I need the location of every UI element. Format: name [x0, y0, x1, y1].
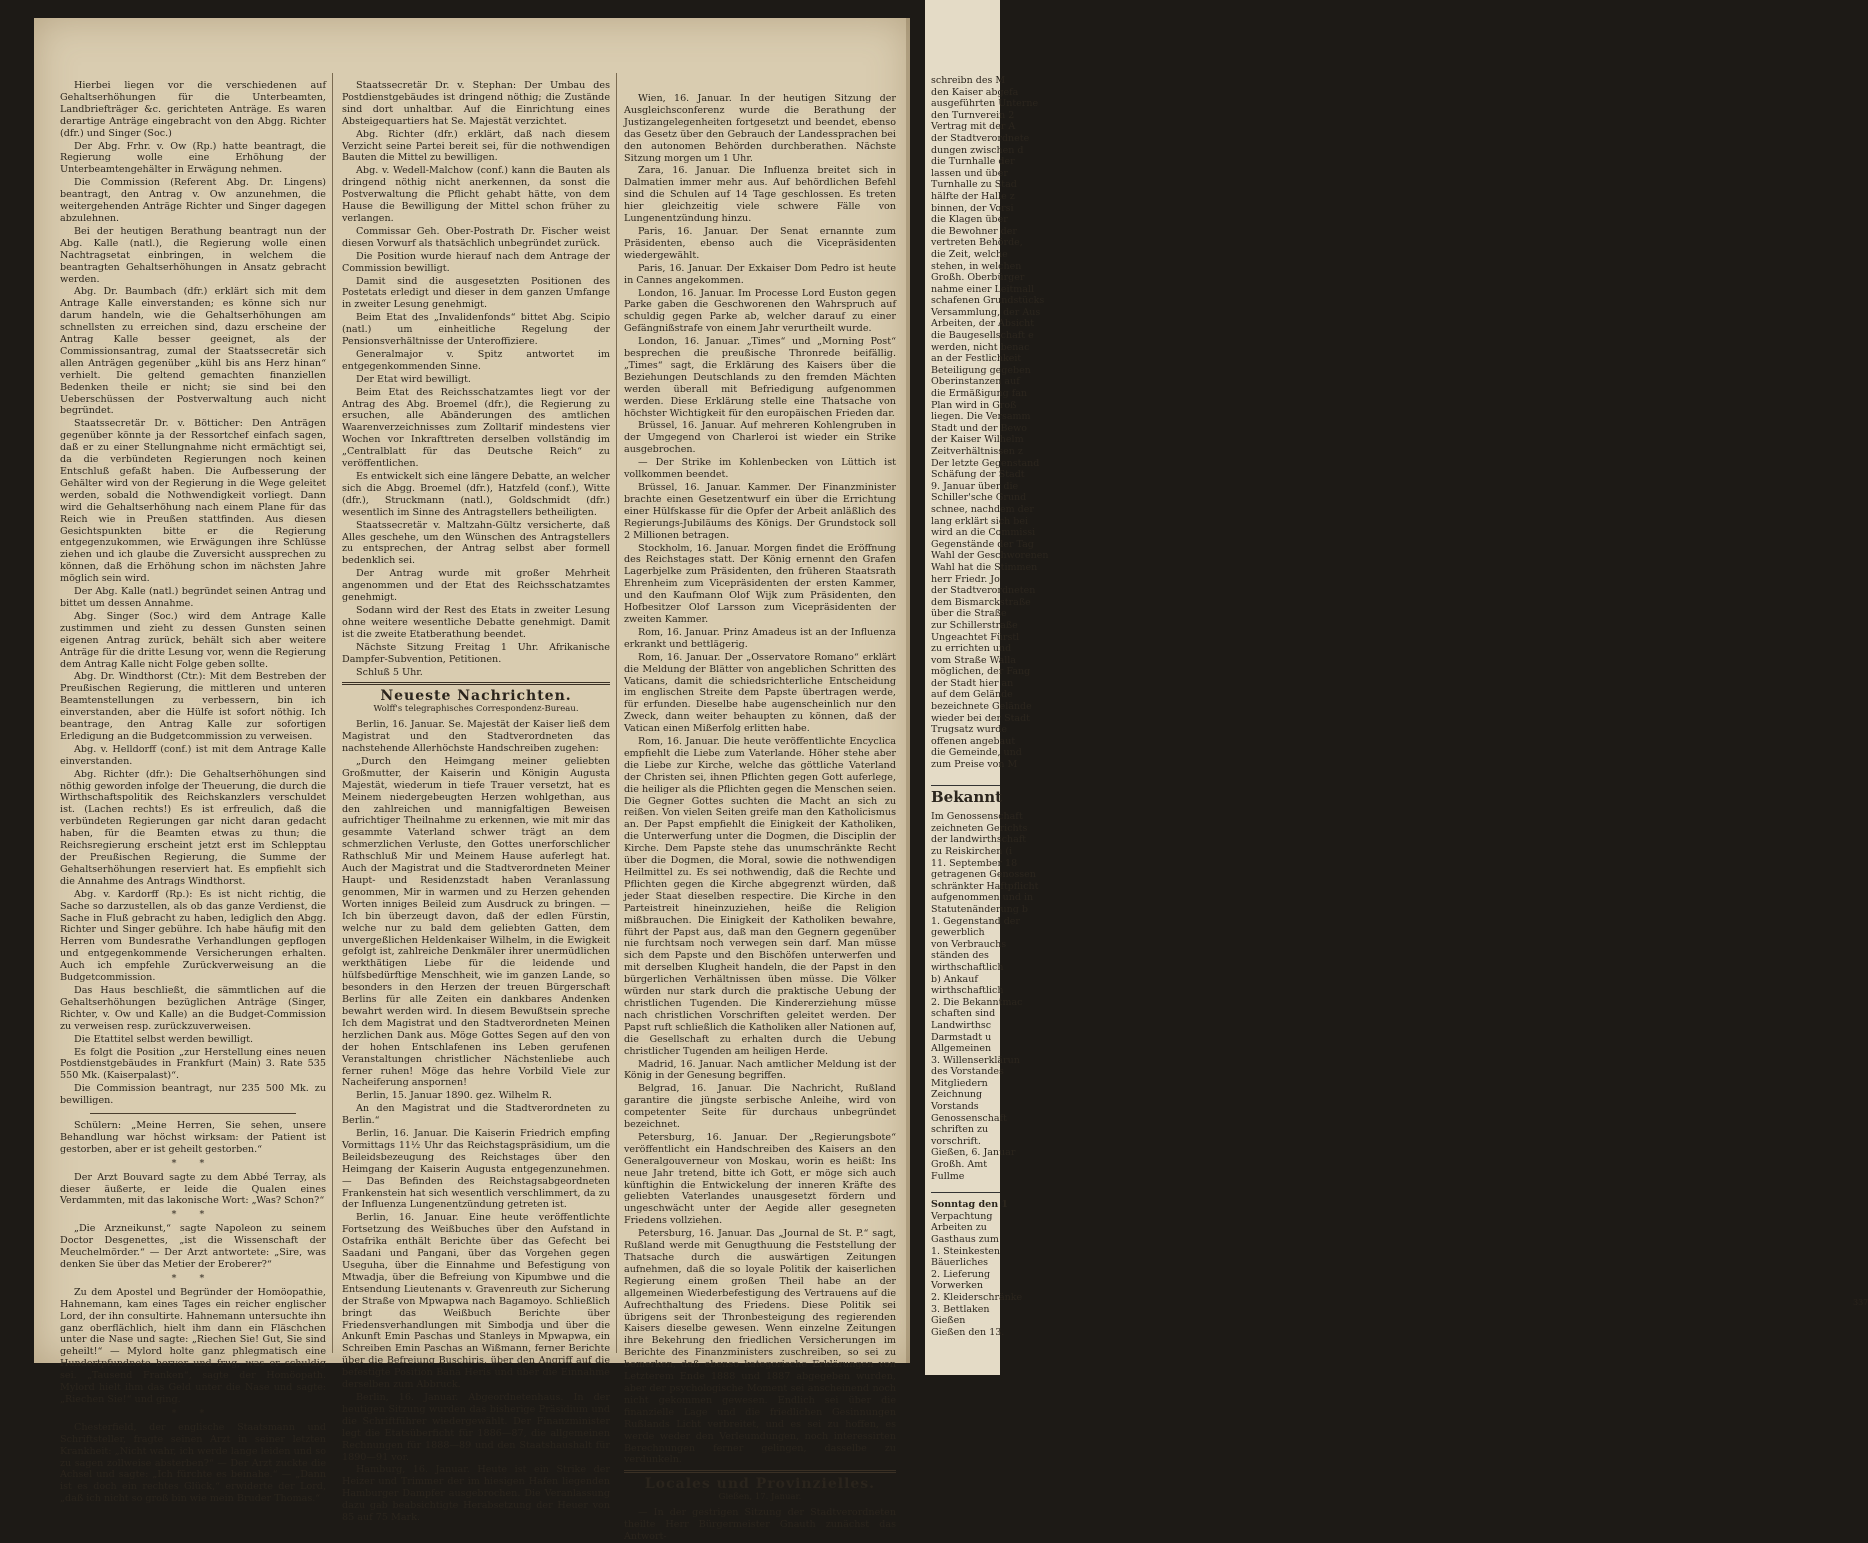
article-paragraph: Beim Etat des „Invalidenfonds“ bittet Abg. Scipio (natl.) um einheitliche Regelung der Pensionsverhältnisse der Unteroffiziere.: [342, 312, 610, 348]
news-item: Rom, 16. Januar. Prinz Amadeus ist an der Influenza erkrankt und bettlägerig.: [624, 626, 896, 650]
adjacent-text-line: b) Ankauf: [931, 973, 978, 985]
adjacent-text-line: die Klagen über: [931, 214, 1008, 226]
feuilleton-paragraph: Zu dem Apostel und Begründer der Homöopathie, Hahnemann, kam eines Tages ein reicher englischer Lord, der ihn consultirte. Hahnemann untersuchte ihn ganz oberflächlich, hielt ihm dann ein Fläschchen unter die Nase und sagte: „Riechen Sie! Gut, Sie sind geheilt!“ — Mylord holte ganz phlegmatisch eine Hundertpfundnote hervor und frug, was er schuldig sei. „Tausend Franken“, sagte der Homöopath. Mylord hielt ihm das Geld unter die Nase und sagte: „Riechen Sie!“ und ging.: [60, 1286, 326, 1405]
adjacent-text-line: Der letzte Gegenstand: [931, 457, 1040, 469]
adjacent-text-line: 11. September 18: [931, 857, 1018, 869]
article-paragraph: Der Etat wird bewilligt.: [356, 373, 471, 385]
adjacent-text-line: vertreten Behörde,: [931, 237, 1023, 249]
news-item: — Der Strike im Kohlenbecken von Lüttich ist vollkommen beendet.: [624, 457, 896, 481]
article-paragraph: Abg. Singer (Soc.) wird dem Antrage Kalle zustimmen und zieht zu dessen Gunsten seinen eigenen Antrag zurück, behält sich aber weitere Anträge für die dritte Lesung vor, wenn die Regierung dem Antrag Kalle nicht Folge geben sollte.: [60, 610, 326, 670]
article-paragraph: Der Antrag wurde mit großer Mehrheit angenommen und der Etat des Reichsschatzamtes genehmigt.: [342, 568, 610, 604]
adjacent-text-line: Arbeiten zu: [931, 1222, 987, 1234]
article-paragraph: Die Position wurde hierauf nach dem Antrage der Commission bewilligt.: [342, 250, 610, 274]
news-item: Brüssel, 16. Januar. Auf mehreren Kohlengruben in der Umgegend von Charleroi ist wieder ein Strike ausgebrochen.: [624, 420, 896, 456]
column-3: [624, 93, 896, 1542]
news-item: Stockholm, 16. Januar. Morgen findet die Eröffnung des Reichstages statt. Der König ernennt den Grafen Lagerbjelke zum Präsidenten, den früheren Staatsrath Ehrenheim zum Vicepräsidenten der ersten Kammer, und den Kaufmann Olof Wijk zum Präsidenten, den Hofbesitzer Olof Larsson zum Vicepräsidenten der zweiten Kammer.: [624, 542, 896, 625]
adjacent-text-line: dem Bismarckstraße: [931, 596, 1031, 608]
adjacent-text-line: Wahl der Geschworenen: [931, 550, 1049, 562]
news-item: Paris, 16. Januar. Der Senat ernannte zum Präsidenten, ebenso auch die Vicepräsidenten wiedergewählt.: [624, 225, 896, 261]
column-rule: [616, 73, 617, 1353]
adjacent-text-line: Allgemeinen: [931, 1043, 992, 1055]
adjacent-page-text: [925, 0, 1049, 1338]
adjacent-text-line: ständen des: [931, 950, 989, 962]
article-paragraph: Sodann wird der Rest des Etats in zweiter Lesung ohne weitere wesentliche Debatte genehmigt. Damit ist die zweite Etatberathung beendet.: [342, 604, 610, 640]
adjacent-text-line: werden, nicht benac: [931, 341, 1030, 353]
adjacent-text-line: Vorstands: [931, 1101, 979, 1113]
adjacent-text-line: schnee, nachdem der: [931, 503, 1034, 515]
adjacent-text-line: gewerblich: [931, 927, 985, 939]
adjacent-text-line: Fullme: [931, 1170, 965, 1182]
local-section-date: Gießen, 17. Januar.: [718, 1492, 802, 1503]
adjacent-text-line: Verpachtung: [931, 1210, 993, 1222]
article-paragraph: Abg. v. Wedell-Malchow (conf.) kann die Bauten als dringend nöthig nicht anerkennen, da sonst die Postverwaltung die Pflicht gehabt hätte, von dem Hause die Bewilligung der Mittel schon früher zu verlangen.: [342, 165, 610, 224]
news-item: „Durch den Heimgang meiner geliebten Großmutter, der Kaiserin und Königin Augusta Majestät, wiederum in tiefe Trauer versetzt, hat es Meinem niedergebeugten Herzen wohlgethan, aus den zahlreichen und mannigfaltigen Beweisen aufrichtiger Theilnahme zu erkennen, wie mit mir das gesammte Vaterland schwer trägt an dem schmerzlichen Verluste, den Gottes unerforschlicher Rathschluß Mir und Meinem Hause auferlegt hat. Auch der Magistrat und die Stadtverordneten Meiner Haupt- und Residenzstadt haben Veranlassung genommen, Mir in warmen und zu Herzen gehenden Worten inniges Beileid zum Ausdruck zu bringen. — Ich bin überzeugt davon, daß der edlen Fürstin, welche nur zu bald dem geliebten Gatten, dem unvergeßlichen Heldenkaiser Wilhelm, in die Ewigkeit gefolgt ist, zahlreiche Denkmäler ihrer unermüdlichen werkthätigen Liebe für die leidende und hülfsbedürftige Menschheit, wie im ganzen Lande, so besonders in den Herzen der treuen Bürgerschaft Berlins für alle Zeiten ein dankbares Andenken bewahrt werden wird. In diesem Bewußtsein spreche Ich dem Magistrat und den Stadtverordneten Meinen herzlichen Dank aus. Möge Gottes Segen auf den von der hohen Entschlafenen ins Leben gerufenen Veranstaltungen christlicher Nächstenliebe auch ferner ruhen! Möge das hehre Vorbild Viele zur Nacheiferung anspornen!: [342, 755, 610, 1089]
adjacent-text-line: Vertrag mit der A: [931, 121, 1016, 133]
adjacent-text-line: liegen. Die Versamm: [931, 411, 1031, 423]
section-rule: [342, 682, 610, 685]
adjacent-text-line: Gießen den 13.: [931, 1326, 1005, 1338]
adjacent-text-line: möglichen, der Fang: [931, 666, 1031, 678]
adjacent-text-line: Gegenstände der Tag: [931, 538, 1034, 550]
adjacent-text-line: 2. Lieferung: [931, 1268, 991, 1280]
adjacent-text-line: wirthschaftlich: [931, 961, 1004, 973]
adjacent-text-line: Wahl hat die Stimmen: [931, 561, 1038, 573]
adjacent-text-line: den Kaiser abgefa: [931, 86, 1019, 98]
adjacent-text-line: an der Festlichkeit: [931, 353, 1022, 365]
article-paragraph: Abg. v. Helldorff (conf.) ist mit dem Antrage Kalle einverstanden.: [60, 743, 326, 767]
adjacent-text-line: Zeichnung: [931, 1089, 983, 1101]
adjacent-text-line: Genossenschaft: [931, 1112, 1007, 1124]
adjacent-text-line: wieder bei der Stadt: [931, 712, 1030, 724]
article-paragraph: Hierbei liegen vor die verschiedenen auf Gehaltserhöhungen für die Unterbeamten, Landbriefträger &c. gerichteten Anträge. Es waren derartige Anträge eingebracht von den Abgg. Richter (dfr.) und Singer (Soc.): [60, 80, 326, 139]
article-paragraph: Generalmajor v. Spitz antwortet im entgegenkommenden Sinne.: [342, 348, 610, 372]
adjacent-text-line: herr Friedr. Jo: [931, 573, 1000, 585]
adjacent-text-line: 2. Kleiderschränke: [931, 1291, 1023, 1303]
adjacent-text-line: Trugsatz wurde: [931, 724, 1007, 736]
article-paragraph: Es folgt die Position „zur Herstellung eines neuen Postdienstgebäudes in Frankfurt (Main) 3. Rate 535 550 Mk. (Kaiserpalast)“.: [60, 1046, 326, 1082]
adjacent-text-line: der Stadtverordneten: [931, 585, 1036, 597]
article-paragraph: Die Commission (Referent Abg. Dr. Lingens) beantragt, den Antrag v. Ow anzunehmen, die weitergehenden Anträge Richter und Singer dagegen abzulehnen.: [60, 177, 326, 224]
adjacent-text-block: [931, 75, 1049, 771]
news-item: Madrid, 16. Januar. Nach amtlicher Meldung ist der König in der Genesung begriffen.: [624, 1058, 896, 1082]
section-rule: [624, 1470, 896, 1473]
adjacent-text-line: auf dem Gelände: [931, 689, 1013, 701]
adjacent-text-line: von Verbrauchs: [931, 938, 1007, 950]
adjacent-text-line: Gießen, 6. Januar: [931, 1147, 1016, 1159]
adjacent-text-line: Oberinstanzen auf: [931, 376, 1020, 388]
adjacent-text-line: des Vorstandes: [931, 1066, 1004, 1078]
adjacent-text-line: zu Reiskirchen (i: [931, 846, 1013, 857]
adjacent-text-line: Zeitverhältnissen z: [931, 446, 1023, 457]
adjacent-text-line: Gießen: [931, 1315, 966, 1327]
news-item: Paris, 16. Januar. Der Exkaiser Dom Pedro ist heute in Cannes angekommen.: [624, 262, 896, 286]
adjacent-text-line: zum Preise von M: [931, 759, 1018, 771]
article-paragraph: Abg. Richter (dfr.) erklärt, daß nach diesem Verzicht seine Partei bereit sei, für die nothwendigen Bauten die Mittel zu bewilligen.: [342, 128, 610, 164]
article-paragraph: Der Abg. Frhr. v. Ow (Rp.) hatte beantragt, die Regierung wolle eine Erhöhung der Unterbeamtengehälter in Erwägung nehmen.: [60, 140, 326, 176]
adjacent-text-line: aufgenommen und in: [931, 892, 1034, 904]
adjacent-page-strip: [925, 0, 1868, 1375]
adjacent-text-block: [931, 811, 1039, 1182]
adjacent-text-line: zu errichten und: [931, 643, 1012, 655]
article-paragraph: Abg. Dr. Windthorst (Ctr.): Mit dem Bestreben der Preußischen Regierung, die mittleren und unteren Beamtenstellungen zu verbessern, bin ich einverstanden, aber die Hülfe ist sofort nöthig. Ich beantrage, den Antrag Kalle zur sofortigen Erledigung an die Budgetcommission zu verweisen.: [60, 671, 326, 742]
news-item: London, 16. Januar. „Times“ und „Morning Post“ besprechen die preußische Thronrede beifällig. „Times“ sagt, die Erklärung des Kaisers über die Beziehungen Deutschlands zu den fremden Mächten werden überall mit Befriedigung aufgenommen werden. Diese Erklärung stelle eine Thatsache von höchster Wichtigkeit für den europäischen Frieden dar.: [624, 336, 896, 419]
article-paragraph: Schluß 5 Uhr.: [356, 666, 423, 678]
adjacent-text-line: zeichneten Gerichts: [931, 822, 1028, 834]
adjacent-text-line: lassen und über: [931, 167, 1008, 179]
adjacent-text-line: Turnhalle zu Stad: [931, 179, 1017, 191]
article-paragraph: Staatssecretär Dr. v. Bötticher: Den Anträgen gegenüber könnte ja der Ressortchef einfach sagen, daß er zu einer Stellungnahme nicht ermächtigt sei, da die verbündeten Regierungen noch keinen Entschluß gefaßt haben. Die Aufbesserung der Gehälter wird von der Regierung in die Wege geleitet werden, sobald die Nothwendigkeit vorliegt. Dann wird die Gehaltserhöhung nach einem Plane für das Reich wie in Preußen stattfinden. Aus diesen Gesichtspunkten bitte er die Regierung entgegenzukommen, wie Erwägungen ihre Schlüsse ziehen und ich glaube die Zuversicht aussprechen zu können, daß die Erhöhung schon im nächsten Jahre möglich sein wird.: [60, 418, 326, 585]
adjacent-text-line: 2. Die Bekanntmac: [931, 996, 1023, 1008]
news-item: Zara, 16. Januar. Die Influenza breitet sich in Dalmatien immer mehr aus. Auf behördlichen Befehl sind die Schulen auf 14 Tage geschlossen. Es treten hier gleichzeitig viele schwere Fälle von Lungenentzündung hinzu.: [624, 165, 896, 225]
adjacent-text-line: wird an die Commissi: [931, 527, 1036, 539]
column-rule: [332, 73, 333, 1353]
news-item: Rom, 16. Januar. Der „Osservatore Romano“ erklärt die Meldung der Blätter von angeblichen Schritten des Vaticans, damit die schiedsrichterliche Entscheidung im englischen Streite dem Papste übertragen werde, für erfunden. Dieselbe habe augenscheinlich nur den Zweck, dann weiter behaupten zu können, daß der Vatican einen Mißerfolg erlitten habe.: [624, 651, 896, 735]
news-item: London, 16. Januar. Im Processe Lord Euston gegen Parke gaben die Geschworenen den Wahrspruch auf schuldig gegen Parke ab, welcher darauf zu einer Gefängnißstrafe von einem Jahr verurtheilt wurde.: [624, 287, 896, 335]
news-item: Berlin, 16. Januar. Abgeordnetenhaus. In der heutigen Sitzung wurden das bisherige Präsidium und die Schriftführer wiedergewählt. Der Finanzminister legt die Etatsüberficht für 1886—87, die allgemeinen Rechnungen für 1888—89 und den Staatshaushalt für 1890—91 vor.: [342, 1391, 610, 1463]
adjacent-text-line: schafenen Grundstücks: [931, 295, 1045, 307]
article-paragraph: Commissar Geh. Ober-Postrath Dr. Fischer weist diesen Vorwurf als thatsächlich unbegründet zurück.: [342, 225, 610, 249]
news-item: Hamburg, 16. Januar. Heute ist ein Strike der Heizer und Trimmer der im hiesigen Hafen liegenden Hamburger Dampfer ausgebrochen. Die Veranlassung dazu gab beabsichtigte Herabsetzung der Heuer von 85 auf 75 Mark.: [342, 1464, 610, 1524]
star-divider: * *: [171, 1407, 215, 1419]
adjacent-text-line: über die Straße: [931, 608, 1007, 620]
star-divider: * *: [171, 1209, 215, 1221]
adjacent-text-line: Vorwerken: [931, 1280, 984, 1292]
adjacent-notice-heading: Sonntag den 1: [931, 1192, 1000, 1211]
adjacent-text-line: offenen angebaut: [931, 735, 1016, 747]
adjacent-text-line: der Stadt hier an: [931, 677, 1014, 689]
adjacent-text-line: ausgeführten Unterne: [931, 98, 1039, 110]
article-paragraph: Staatssecretär Dr. v. Stephan: Der Umbau des Postdienstgebäudes ist dringend nöthig; die Zustände sind dort unhaltbar. Auf die Einrichtung eines Absteigequartiers hat Se. Majestät verzichtet.: [342, 80, 610, 127]
adjacent-text-line: Versammlung, der Aus: [931, 306, 1041, 318]
adjacent-text-line: Landwirthsc: [931, 1019, 992, 1031]
feuilleton-paragraph: Der Arzt Bouvard sagte zu dem Abbé Terray, als dieser äußerte, er leide die Qualen eines Verdammten, mit das lakonische Wort: „Was? Schon?“: [60, 1171, 326, 1207]
adjacent-text-line: der landwirthschaft: [931, 834, 1027, 846]
adjacent-text-line: binnen, der Vorsi: [931, 202, 1014, 214]
article-paragraph: Das Haus beschließt, die sämmtlichen auf die Gehaltserhöhungen bezüglichen Anträge (Singer, Richter, v. Ow und Kalle) an die Budget-Commission zu verweisen resp. zurückzuverweisen.: [60, 984, 326, 1032]
feuilleton-paragraph: Schülern: „Meine Herren, Sie sehen, unsere Behandlung war höchst wirksam: der Patient ist gestorben, aber er ist geheilt gestorben.“: [60, 1120, 326, 1155]
adjacent-text-line: Beteiligung gegeben: [931, 364, 1031, 376]
adjacent-text-line: Gasthaus zum: [931, 1234, 999, 1245]
adjacent-text-line: die Gemeinde, und: [931, 747, 1022, 759]
adjacent-text-line: schriften zu: [931, 1124, 989, 1136]
news-item: Berlin, 16. Januar. Die Kaiserin Friedrich empfing Vormittags 11½ Uhr das Reichstagspräsidium, um die Beileidsbezeugung des Reichstages über den Heimgang der Kaiserin Augusta entgegenzunehmen. — Das Befinden des Reichstagsabgeordneten Frankenstein hat sich wesentlich verschlimmert, da zu der Influenza Lungenentzündung getreten ist.: [342, 1128, 610, 1211]
page-fold-shadow: [906, 18, 910, 1363]
article-paragraph: Abg. v. Kardorff (Rp.): Es ist nicht richtig, die Sache so darzustellen, als ob das ganze Verdienst, die Sache in Fluß gebracht zu haben, lediglich den Abgg. Richter und Singer gebühre. Ich habe häufig mit den Herren vom Bundesrathe Verhandlungen gepflogen und entgegenkommende Versicherungen erhalten. Auch ich empfehle Zurückverweisung an die Budgetcommission.: [60, 888, 326, 984]
article-paragraph: Die Etattitel selbst werden bewilligt.: [74, 1033, 254, 1045]
adjacent-text-line: Ungeachtet Fürstl: [931, 631, 1020, 643]
news-section-title: Neueste Nachrichten.: [380, 688, 572, 705]
news-item: Belgrad, 16. Januar. Die Nachricht, Rußland garantire die jüngste serbische Anleihe, wird von competenter Seite für durchaus unbegründet bezeichnet.: [624, 1083, 896, 1131]
adjacent-text-line: hälfte der Halle z: [931, 190, 1015, 202]
adjacent-text-line: wirthschaftlich: [931, 985, 1004, 997]
adjacent-text-line: Stadt und der Bewo: [931, 422, 1027, 434]
adjacent-text-line: Arbeiten, der Absicht: [931, 318, 1035, 330]
newspaper-page: [34, 18, 910, 1542]
news-item: Rom, 16. Januar. Die heute veröffentlichte Encyclica empfiehlt die Liebe zum Vaterlande. Höher stehe aber die Liebe zur Kirche, welche das göttliche Vaterland der Christen sei, ihnen Pflichten gegen Gott auferlege, die heiliger als die Pflichten gegen die Menschen seien. Die Gegner Gottes suchten die Macht an sich zu reißen. Von vielen Seiten greife man den Katholicismus an. Der Papst empfiehlt die Einigkeit der Katholiken, die Unterwerfung unter die Dogmen, die Disciplin der Kirche. Dem Papste stehe das unumschränkte Recht über die Dogmen, die Moral, sowie die nothwendigen Heilmittel zu. Es sei nothwendig, daß die Rechte und Pflichten gegen die Kirche abgegrenzt würden, daß jeder Staat dieselben respectire. Die Kirche in den Parteistreit hineinzuziehen, heiße die Religion mißbrauchen. Die Einigkeit der Katholiken bewahre, führt der Papst aus, daß man den Gegnern gegenüber nie furchtsam noch verwegen sein darf. Man müsse sich dem Papste und den Bischöfen unterwerfen und mit derselben Klugheit handeln, die der Papst in den bürgerlichen Verhältnissen üben müsse. Die Völker würden nur stark durch die praktische Uebung der christlichen Tugenden. Die Kindererziehung müsse nach christlichen Vorschriften geleitet werden. Der Papst ruft schließlich die Katholiken aller Nationen auf, die Gesellschaft zu erhalten durch die Uebung christlicher Tugenden am heiligen Herde.: [624, 736, 896, 1057]
adjacent-text-line: stehen, in welchen: [931, 260, 1022, 272]
article-paragraph: Der Abg. Kalle (natl.) begründet seinen Antrag und bittet um dessen Annahme.: [60, 586, 326, 609]
article-paragraph: Abg. Richter (dfr.): Die Gehaltserhöhungen sind nöthig geworden infolge der Theuerung, die durch die Wirthschaftspolitik des Reichskanzlers verschuldet ist. (Lachen rechts!) Es ist erfreulich, daß die verbündeten Regierungen gar nicht daran gedacht haben, für die Beamten etwas zu thun; die Reichsregierung erscheint jetzt erst im Schlepptau der Preußischen Regierung, die Summe der Gehaltserhöhungen reserviert hat. Es empfiehlt sich die Annahme des Antrags Windthorst.: [60, 768, 326, 887]
adjacent-notice-heading: Bekannt: [931, 785, 1000, 804]
adjacent-text-line: Schäfung der Stadt: [931, 469, 1025, 481]
adjacent-text-line: 1. Gegenstand der: [931, 915, 1020, 927]
adjacent-text-line: 3. Willenserklärun: [931, 1054, 1020, 1066]
adjacent-text-line: getragenen Genossen: [931, 869, 1036, 881]
adjacent-text-line: die Turnhalle der: [931, 156, 1015, 168]
adjacent-text-line: Mitgliedern: [931, 1077, 988, 1089]
adjacent-text-line: Statutenänderung b: [931, 903, 1028, 915]
article-paragraph: Bei der heutigen Berathung beantragt nun der Abg. Kalle (natl.), die Regierung wolle einen Nachtragsetat einbringen, in welchem die beantragten Gehaltserhöhungen in Ansatz gebracht werden.: [60, 225, 326, 285]
star-divider: * *: [171, 1157, 215, 1169]
adjacent-text-line: vorschrift.: [931, 1135, 981, 1147]
adjacent-text-line: schreibn des M: [931, 75, 1006, 86]
article-paragraph: Die Commission beantragt, nur 235 500 Mk. zu bewilligen.: [60, 1083, 326, 1107]
adjacent-text-line: die Ermäßigung fan: [931, 388, 1028, 400]
adjacent-text-line: Darmstadt u: [931, 1031, 992, 1043]
adjacent-text-line: Plan wird in Groß: [931, 399, 1017, 411]
adjacent-text-line: schaften sind: [931, 1008, 996, 1020]
article-paragraph: Beim Etat des Reichsschatzamtes liegt vor der Antrag des Abg. Broemel (dfr.), die Regierung zu ersuchen, alle Abänderungen des amtlichen Waarenverzeichnisses zum Zolltarif mindestens vier Wochen vor Inkrafttreten derselben vollständig im „Centralblatt für das Deutsche Reich“ zu veröffentlichen.: [342, 386, 610, 470]
adjacent-text-line: bezeichnete Gelände: [931, 701, 1032, 713]
column-1: [60, 80, 326, 1505]
adjacent-text-line: Im Genossenschaft: [931, 811, 1023, 823]
article-paragraph: Abg. Dr. Baumbach (dfr.) erklärt sich mit dem Antrage Kalle einverstanden; es könne sich nur darum handeln, wie die Gehaltserhöhungen am schnellsten zu erreichen sind, dazu erscheine der Antrag Kalle besser geeignet, als der Commissionsantrag, zumal der Staatssecretär sich allen Anträgen gegenüber „kühl bis ans Herz hinan“ verhielt. Die geltend gemachten finanziellen Bedenken theile er nicht; sie sind bei den Ueberschüssen der Postverwaltung auch nicht begründet.: [60, 286, 326, 417]
adjacent-text-line: zur Schillerstraße: [931, 619, 1018, 631]
news-item: Berlin, 16. Januar. Se. Majestät der Kaiser ließ dem Magistrat und den Stadtverordneten das nachstehende Allerhöchste Handschreiben zugehen:: [342, 719, 610, 755]
adjacent-text-line: 1. Steinkesten: [931, 1245, 1001, 1257]
news-item: An den Magistrat und die Stadtverordneten zu Berlin.“: [342, 1103, 610, 1127]
adjacent-text-line: lang erklärt sich bei: [931, 515, 1029, 527]
feuilleton-paragraph: „Die Arzneikunst,“ sagte Napoleon zu seinem Doctor Desgenettes, „ist die Wissenschaft der Meuchelmörder.“ — Der Arzt antwortete: „Sire, was denken Sie über das Metier der Eroberer?“: [60, 1223, 326, 1270]
adjacent-text-line: dungen zwischen d: [931, 144, 1024, 156]
adjacent-text-line: schränkter Haftpflicht: [931, 880, 1039, 892]
adjacent-text-line: die Bewohner der: [931, 225, 1017, 237]
local-section-title: Locales und Provinzielles.: [644, 1476, 876, 1493]
article-paragraph: Es entwickelt sich eine längere Debatte, an welcher sich die Abgg. Broemel (dfr.), Hatzfeld (conf.), Witte (dfr.), Struckmann (natl.), Goldschmidt (dfr.) wesentlich im Sinne des Antragstellers betheiligten.: [342, 471, 610, 518]
news-item: Wien, 16. Januar. In der heutigen Sitzung der Ausgleichsconferenz wurde die Berathung der Justizangelegenheiten fortgesetzt und beendet, ebenso das Gesetz über den Gebrauch der Landessprachen bei den autonomen Behörden durchberathen. Nächste Sitzung morgen um 1 Uhr.: [624, 93, 896, 164]
adjacent-text-line: nahme einer Leitmall: [931, 283, 1035, 295]
adjacent-text-line: der Stadtverordnete: [931, 132, 1030, 144]
adjacent-text-line: die Zeit, welche: [931, 248, 1008, 260]
adjacent-text-block: [931, 1210, 1023, 1339]
feuilleton-paragraph: Chesterfield, der englische Staatsmann und Schriftsteller, fragte seinen Arzt in seiner letzten Krankheit: „Nicht wahr, ich werde lange leiden und so zu sagen zollweise absterben?“ — Der Arzt zuckte die Achsel und sagte: „Ich fürchte es beinahe.“ — „Dann ist es doch ein rechtes Glück,“ erwiderte der Lord, „daß ich nicht so groß bin wie mein Bruder Thomas.“: [60, 1421, 326, 1505]
adjacent-text-line: 9. Januar über die: [931, 480, 1019, 492]
page-number: 337: [1853, 1298, 1868, 1307]
news-item: Berlin, 16. Januar. Eine heute veröffentlichte Fortsetzung des Weißbuches über den Aufstand in Ostafrika enthält Berichte über das Gefecht bei Saadani und Pangani, über das Vorgehen gegen Useguha, über die Einnahme und Befestigung von Mtwadja, über die Befreiung von Kipumbwe und die Entsendung Lieutenants v. Gravenreuth zur Sicherung der Straße von Mpwapwa nach Bagamoyo. Schließlich bringt das Weißbuch Berichte über Friedensverhandlungen mit Simbodja und über die Ankunft Emin Paschas und Stanleys in Mpwapwa, ein Schreiben Emin Paschas an Wißmann, ferner Berichte über die Befreiung Buschiris, über den Angriff auf die befestigte Position Bana Heris und über die Einnahme derselben zum Abbruck.: [342, 1212, 610, 1391]
adjacent-text-line: Schiller'sche Grund: [931, 492, 1027, 504]
adjacent-text-line: 3. Bettlaken: [931, 1303, 990, 1315]
adjacent-text-line: der Kaiser Wilhelm: [931, 434, 1024, 446]
adjacent-text-line: Großh. Amt: [931, 1159, 988, 1171]
adjacent-text-line: Großh. Oberbürger: [931, 272, 1025, 284]
news-item: Berlin, 15. Januar 1890. gez. Wilhelm R.: [356, 1090, 552, 1102]
article-paragraph: Staatssecretär v. Maltzahn-Gültz versicherte, daß Alles geschehe, um den Wünschen des Antragstellers zu entsprechen, der Antrag selbst aber formell bedenklich sei.: [342, 519, 610, 567]
article-paragraph: Damit sind die ausgesetzten Positionen des Postetats erledigt und dieser in dem ganzen Umfange in zweiter Lesung genehmigt.: [342, 275, 610, 311]
adjacent-text-line: die Baugesellschaft e: [931, 330, 1034, 342]
news-item: Brüssel, 16. Januar. Kammer. Der Finanzminister brachte einen Gesetzentwurf ein über die Errichtung einer Hülfskasse für die Opfer der Arbeit anläßlich des Regierungs-Jubiläums des Königs. Der Grundstock soll 2 Millionen betragen.: [624, 482, 896, 541]
section-divider: [90, 1113, 296, 1114]
adjacent-text-line: den Turnverein 2: [931, 109, 1015, 121]
article-paragraph: Nächste Sitzung Freitag 1 Uhr. Afrikanische Dampfer-Subvention, Petitionen.: [342, 641, 610, 665]
column-2: [342, 80, 610, 1524]
adjacent-text-line: vom Straße Walla: [931, 654, 1016, 666]
news-item: Petersburg, 16. Januar. Der „Regierungsbote“ veröffentlicht ein Handschreiben des Kaisers an den Generalgouverneur von Moskau, worin es heißt: Ins neue Jahr tretend, bitte ich Gott, er möge sich auch künftighin die Entwickelung der inneren Kräfte des geliebten Vaterlandes unausgesetzt fördern und ungeschwächt unter der Aegide aller gesegneten Friedens vollziehen.: [624, 1131, 896, 1227]
local-item: — In der gestrigen Sitzung der Stadtverordneten theilte Herr Bürgermeister Gnauth zunächst das Antwort-: [624, 1507, 896, 1542]
star-divider: * *: [171, 1272, 215, 1284]
news-item: Petersburg, 16. Januar. Das „Journal de St. P.“ sagt, Rußland werde mit Genugthuung die Feststellung der Thatsache durch die auswärtigen Zeitungen aufnehmen, daß die so loyale Politik der kaiserlichen Regierung einem großen Theil habe an der allgemeinen Wiederbefestigung des Vertrauens auf die Aufrechthaltung des Friedens. Diese Politik sei übrigens seit der Thronbesteigung des regierenden Kaisers dieselbe gewesen. Wenn einzelne Zeitungen ihre Bekehrung den friedlichen Versicherungen im Berichte des Finanzministers zuschreiben, so sei zu bemerken, daß ebenso kategorische Erklärungen von Letzterem Ende 1888 und 1887 abgegeben wurden, aber der psychologische Moment sei anscheinend noch nicht gekommen gewesen. Endlich sei über die finanzielle Lage und die friedlichen Gesinnungen Rußlands Licht verbreitet, und es sei zu hoffen, es werde weder den Verleumdungen, noch interessirten Berechnungen ferner gelingen, dasselbe zu verdunkeln.: [624, 1228, 896, 1466]
adjacent-text-line: Bäuerliches: [931, 1257, 988, 1269]
news-section-source: Wolff's telegraphisches Correspondenz-Bureau.: [373, 704, 579, 715]
